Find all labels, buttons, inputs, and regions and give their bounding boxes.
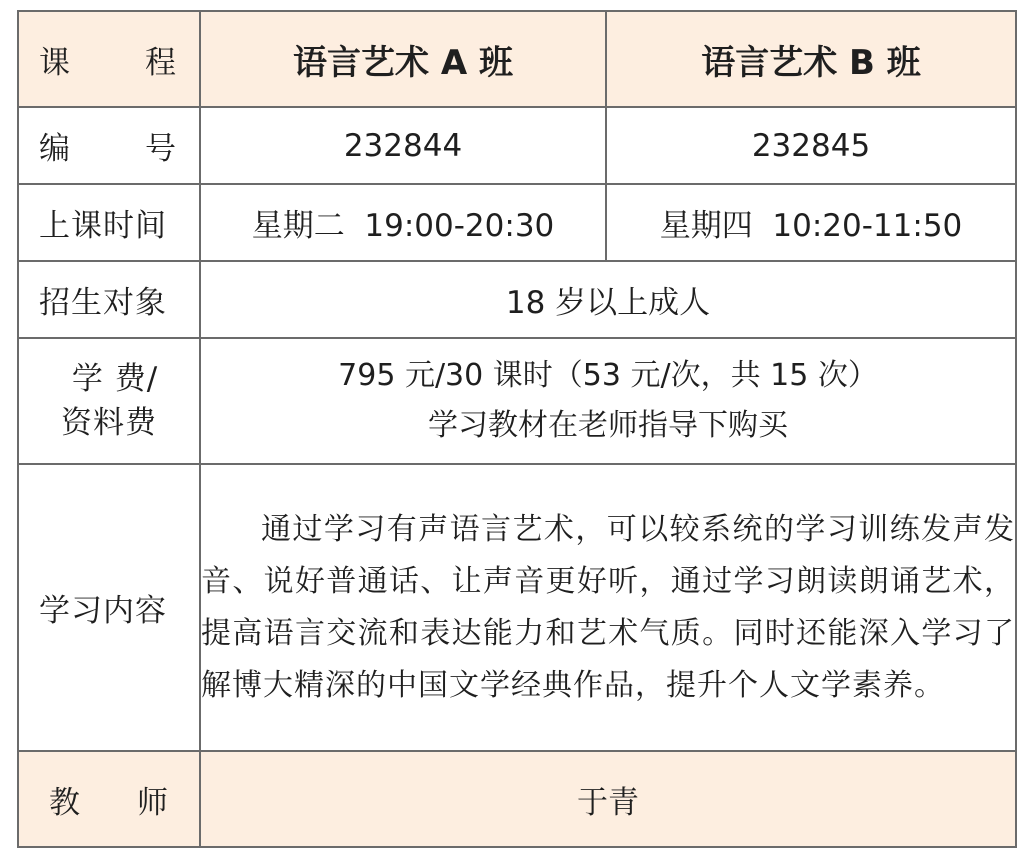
class-b-schedule: 星期四 10:20-11:50 bbox=[606, 184, 1016, 261]
course-info-table bbox=[17, 10, 1017, 848]
number-label-char-2: 号 bbox=[145, 131, 177, 167]
class-b-number: 232845 bbox=[606, 107, 1016, 184]
teacher-label-char-2: 师 bbox=[137, 784, 169, 821]
audience-label-cell bbox=[18, 261, 200, 338]
content-row bbox=[18, 464, 1016, 751]
course-row bbox=[18, 11, 1016, 107]
schedule-row bbox=[18, 184, 1016, 261]
content-paragraph: 通过学习有声语言艺术，可以较系统的学习训练发声发音、说好普通话、让声音更好听，通过学习朗读朗诵艺术，提高语言交流和表达能力和艺术气质。同时还能深入学习了解博大精深的中国文学经典作品，提升个人文学素养。 bbox=[201, 511, 1015, 703]
class-b-name: 语言艺术 B 班 bbox=[606, 11, 1016, 107]
schedule-label: 上课时间 bbox=[39, 208, 167, 244]
content-label: 学习内容 bbox=[39, 593, 167, 629]
audience-value: 18 岁以上成人 bbox=[200, 261, 1016, 338]
class-a-schedule: 星期二 19:00-20:30 bbox=[200, 184, 606, 261]
number-label-char-1: 编 bbox=[39, 131, 71, 167]
class-a-number: 232844 bbox=[200, 107, 606, 184]
fees-price-line: 795 元/30 课时（53 元/次，共 15 次） bbox=[338, 358, 878, 393]
teacher-label-char-1: 教 bbox=[49, 784, 81, 821]
content-label-cell bbox=[18, 464, 200, 751]
teacher-name: 于青 bbox=[200, 751, 1016, 847]
fees-label-line-2: 资料费 bbox=[61, 405, 157, 441]
teacher-row bbox=[18, 751, 1016, 847]
number-row bbox=[18, 107, 1016, 184]
teacher-label bbox=[19, 777, 199, 822]
audience-row bbox=[18, 261, 1016, 338]
fees-material-line: 学习教材在老师指导下购买 bbox=[428, 408, 788, 443]
fees-row bbox=[18, 338, 1016, 464]
fees-label bbox=[19, 357, 199, 445]
fees-label-cell bbox=[18, 338, 200, 464]
number-label bbox=[19, 123, 199, 168]
fees-label-line-1: 学 费/ bbox=[71, 361, 159, 397]
audience-label: 招生对象 bbox=[39, 285, 167, 321]
fees-value-cell bbox=[200, 338, 1016, 464]
course-label-cell bbox=[18, 11, 200, 107]
course-label-char-2: 程 bbox=[145, 44, 177, 81]
fees-value bbox=[201, 351, 1015, 451]
schedule-label-cell bbox=[18, 184, 200, 261]
content-value-cell bbox=[200, 464, 1016, 751]
class-a-name: 语言艺术 A 班 bbox=[200, 11, 606, 107]
number-label-cell bbox=[18, 107, 200, 184]
course-label bbox=[19, 37, 199, 82]
teacher-label-cell bbox=[18, 751, 200, 847]
course-label-char-1: 课 bbox=[39, 44, 71, 81]
